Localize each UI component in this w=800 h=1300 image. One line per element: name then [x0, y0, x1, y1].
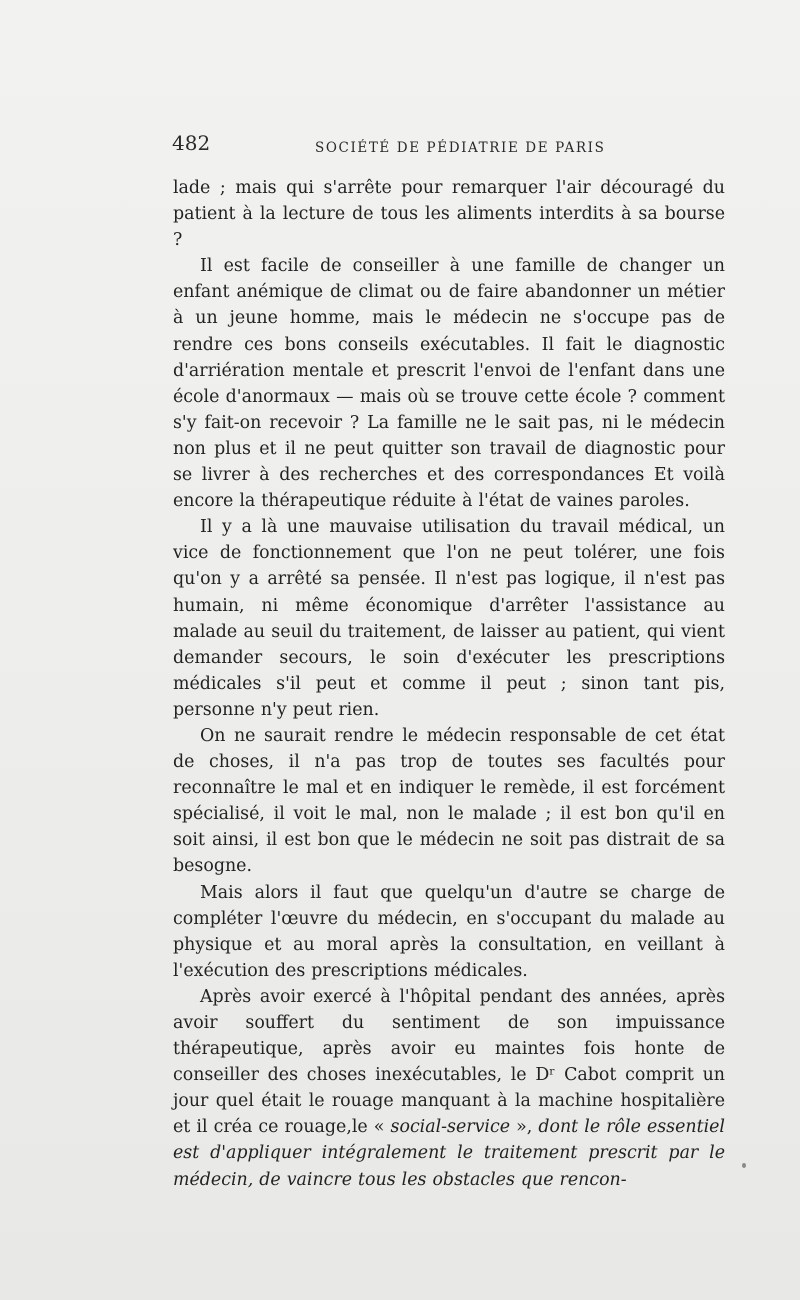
paragraph: Mais alors il faut que quelqu'un d'autre se charge de compléter l'œuvre du médecin, en s'occupant du malade au physique et au moral après la consultation, en veillant à l'exécution des prescriptions médicales.	[173, 882, 725, 981]
paragraph: On ne saurait rendre le médecin responsable de cet état de choses, il n'a pas trop de toutes ses facultés pour reconnaître le mal et en indiquer le remède, il est forcément spécialisé, il voit le mal, non le malade ; il est bon qu'il en soit ainsi, il est bon que le médecin ne soit pas distrait de sa besogne.	[173, 725, 725, 877]
italic-passage: dont le rôle essentiel est d'appliquer intégralement le traitement prescrit par le médecin, de vaincre tous les obstacles que rencon-	[173, 1117, 725, 1190]
paper-speck	[742, 1163, 746, 1168]
paragraph-text: Après avoir exercé à l'hôpital pendant des années, après avoir souffert du sentiment de son impuissance thérapeutique, après avoir eu maintes fois honte de conseiller des choses inexécutables, le Dʳ Cabot comprit un jour quel était le rouage manquant à la machine hospitalière et il créa ce rouage,le «	[173, 986, 725, 1138]
quote-close: »,	[510, 1117, 539, 1138]
paragraph-social-service	[173, 984, 725, 1193]
body-text	[173, 175, 725, 1193]
page-number: 482	[172, 131, 211, 155]
paragraph: Il est facile de conseiller à une famille de changer un enfant anémique de climat ou de faire abandonner un métier à un jeune homme, mais le médecin ne s'occupe pas de rendre ces bons conseils exécutables. Il fait le diagnostic d'arriération mentale et prescrit l'envoi de l'enfant dans une école d'anormaux — mais où se trouve cette école ? comment s'y fait-on recevoir ? La famille ne le sait pas, ni le médecin non plus et il ne peut quitter son travail de diagnostic pour se livrer à des recherches et des correspondances Et voilà encore la thérapeutique réduite à l'état de vaines paroles.	[173, 256, 725, 512]
running-title: SOCIÉTÉ DE PÉDIATRIE DE PARIS	[315, 140, 606, 156]
paragraph: Il y a là une mauvaise utilisation du travail médical, un vice de fonctionnement que l'on ne peut tolérer, une fois qu'on y a arrêté sa pensée. Il n'est pas logique, il n'est pas humain, ni même économique d'arrêter l'assistance au malade au seuil du traitement, de laisser au patient, qui vient demander secours, le soin d'exécuter les prescriptions médicales s'il peut et comme il peut ; sinon tant pis, personne n'y peut rien.	[173, 517, 725, 720]
paragraph-continuation: lade ; mais qui s'arrête pour remarquer l'air découragé du patient à la lecture de tous les aliments interdits à sa bourse ?	[173, 178, 725, 251]
italic-term: social-service	[390, 1117, 510, 1138]
